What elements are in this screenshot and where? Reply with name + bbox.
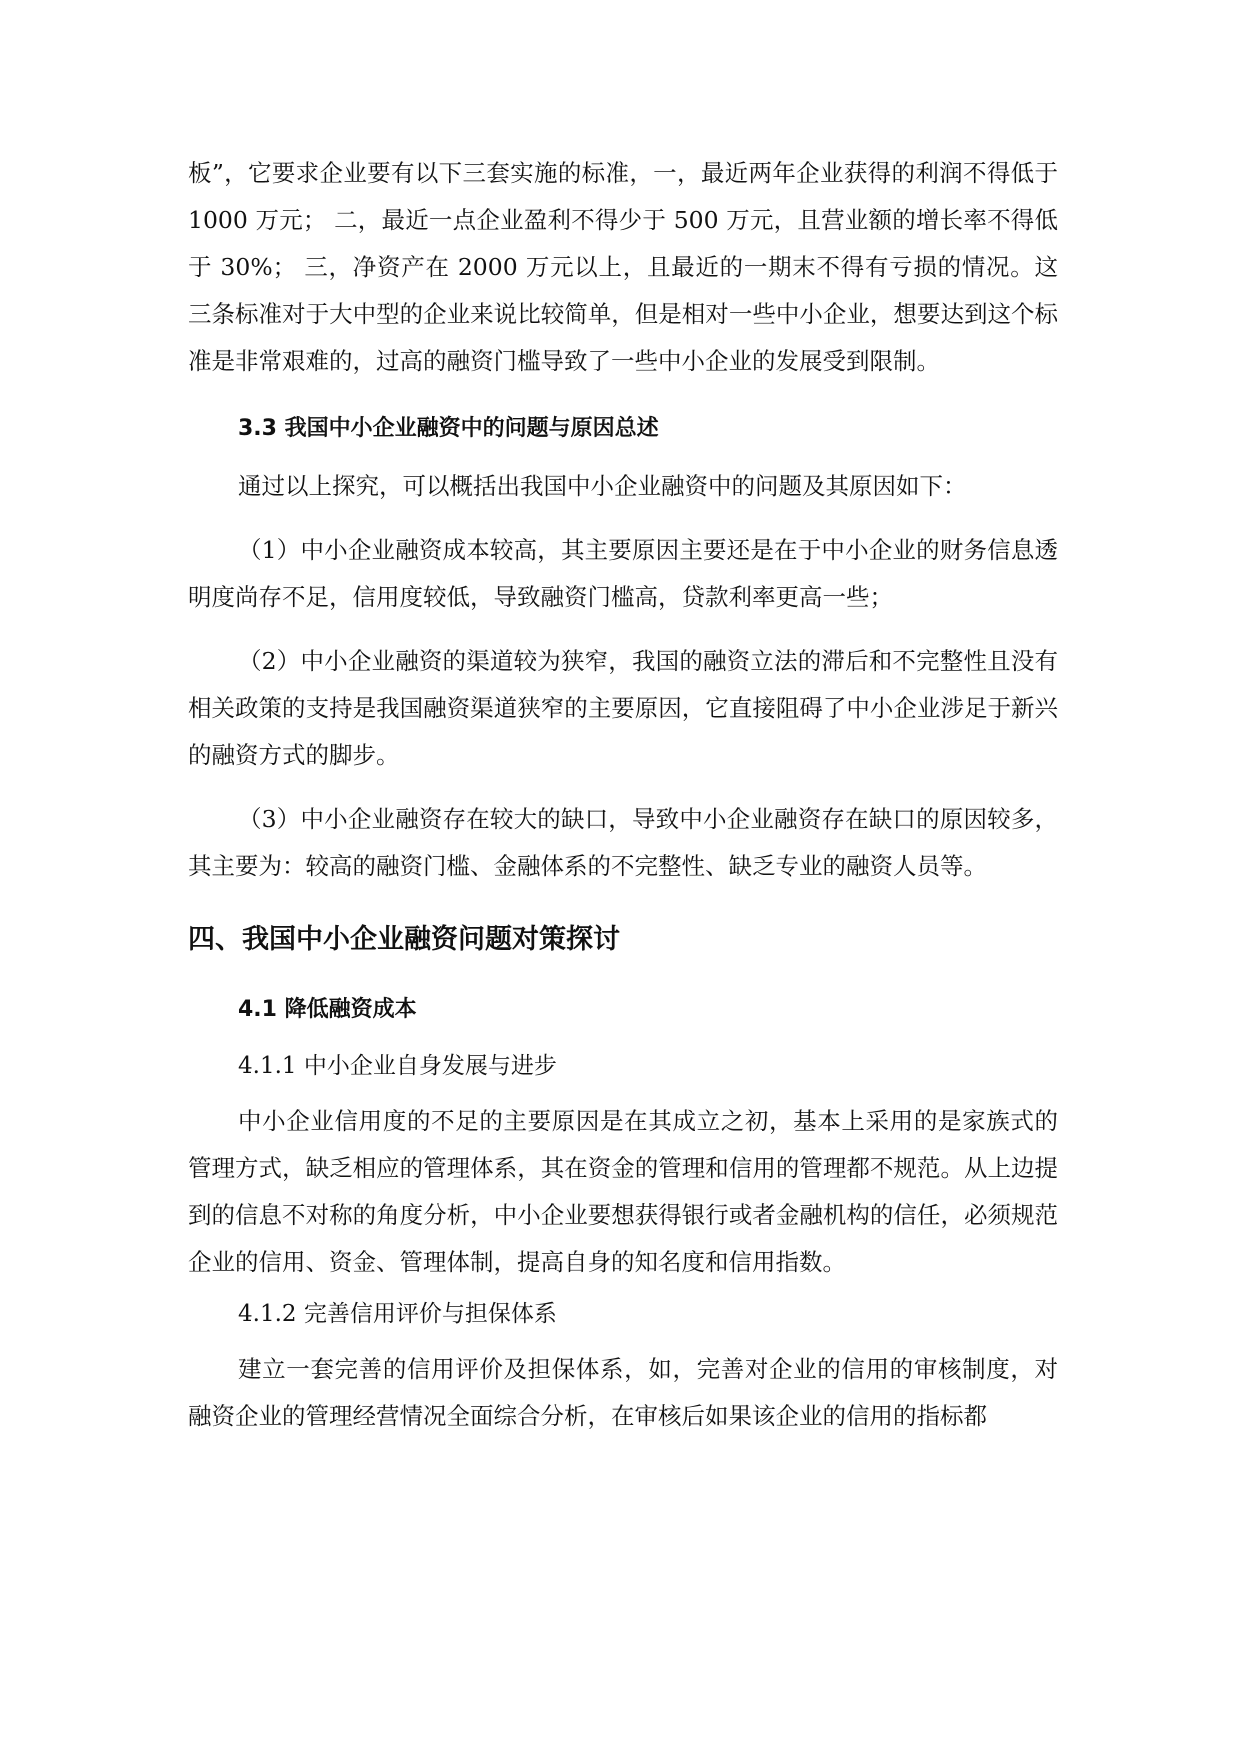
- paragraph-gem-criteria: 板”，它要求企业要有以下三套实施的标准，一，最近两年企业获得的利润不得低于 1000 万元； 二，最近一点企业盈利不得少于 500 万元，且营业额的增长率不得低于 30%； 三，净资产在 2000 万元以上，且最近的一期末不得有亏损的情况。这三条标准对于大中型的企业来说比较简单，但是相对一些中小企业，想要达到这个标准是非常艰难的，过高的融资门槛导致了一些中小企业的发展受到限制。: [188, 159, 1058, 375]
- paragraph-self-development: 中小企业信用度的不足的主要原因是在其成立之初，基本上采用的是家族式的管理方式，缺乏相应的管理体系，其在资金的管理和信用的管理都不规范。从上边提到的信息不对称的角度分析，中小企业要想获得银行或者金融机构的信任，必须规范企业的信用、资金、管理体制，提高自身的知名度和信用指数。: [188, 1107, 1058, 1276]
- document-body: [188, 150, 1058, 1440]
- paragraph-item-1: （1）中小企业融资成本较高，其主要原因主要还是在于中小企业的财务信息透明度尚存不足，信用度较低，导致融资门槛高，贷款利率更高一些；: [188, 536, 1058, 611]
- heading-4-1-1: 4.1.1 中小企业自身发展与进步: [238, 1053, 557, 1079]
- paragraph-item-2: （2）中小企业融资的渠道较为狭窄，我国的融资立法的滞后和不完整性且没有相关政策的支持是我国融资渠道狭窄的主要原因，它直接阻碍了中小企业涉足于新兴的融资方式的脚步。: [188, 647, 1058, 769]
- heading-4-1-2: 4.1.2 完善信用评价与担保体系: [238, 1301, 557, 1327]
- paragraph-item-3: （3）中小企业融资存在较大的缺口，导致中小企业融资存在缺口的原因较多，其主要为：较高的融资门槛、金融体系的不完整性、缺乏专业的融资人员等。: [188, 805, 1058, 880]
- paragraph-summary-intro: 通过以上探究，可以概括出我国中小企业融资中的问题及其原因如下：: [238, 472, 967, 500]
- paragraph-credit-system: 建立一套完善的信用评价及担保体系，如，完善对企业的信用的审核制度，对融资企业的管理经营情况全面综合分析，在审核后如果该企业的信用的指标都: [188, 1355, 1058, 1430]
- heading-chapter-4: 四、我国中小企业融资问题对策探讨: [188, 924, 620, 955]
- heading-3-3: 3.3 我国中小企业融资中的问题与原因总述: [238, 416, 659, 441]
- heading-4-1: 4.1 降低融资成本: [238, 997, 417, 1022]
